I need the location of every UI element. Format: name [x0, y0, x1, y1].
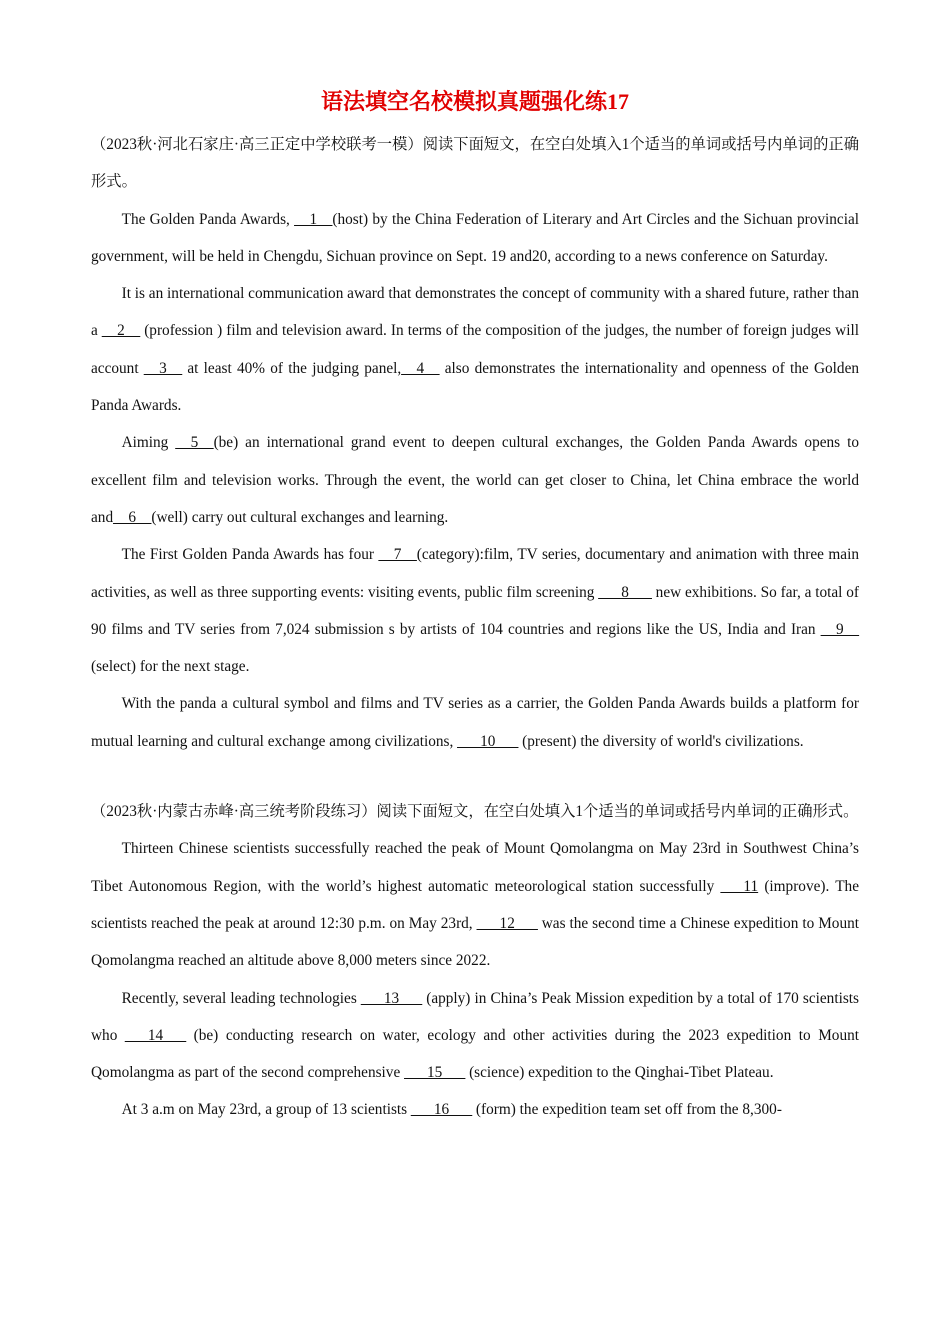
passage1-paragraph: [91, 275, 859, 424]
blank-16: ___16___: [410, 1101, 473, 1119]
blank-11: ___11: [720, 877, 759, 895]
text: The Golden Panda Awards,: [121, 210, 295, 228]
text: (be) conducting research on water, ecology and other activities during the 2023 expedition to Mount Qomolangma as part of the second comprehensive: [91, 1026, 860, 1082]
blank-13: ___13___: [360, 989, 423, 1007]
passage1-paragraph: [91, 685, 859, 760]
text: was the second time a Chinese expedition to Mount Qomolangma reached an altitude above 8,000 meters since 2022.: [91, 914, 859, 970]
text: (apply) in China’s Peak Mission expedition by a total of 170 scientists who: [91, 989, 859, 1044]
blank-1: __1__: [294, 210, 333, 228]
passage2-paragraph: [91, 1091, 859, 1128]
text: also demonstrates the internationality and openness of the Golden Panda Awards.: [91, 359, 860, 415]
text: (present) the diversity of world's civilizations.: [518, 732, 804, 750]
text: The First Golden Panda Awards has four: [121, 546, 379, 564]
text: at least 40% of the judging panel,: [182, 359, 402, 377]
text: (be) an international grand event to deepen cultural exchanges, the Golden Panda Awards opens to excellent film and television works. Through the event, the world can get closer to China, let China embrace the world and: [91, 434, 859, 526]
section-spacer: [91, 760, 859, 793]
blank-3: __3__: [143, 359, 183, 377]
text: (science) expedition to the Qinghai-Tibet Plateau.: [465, 1064, 774, 1082]
text: (well) carry out cultural exchanges and learning.: [151, 508, 449, 526]
text: Aiming: [121, 434, 176, 452]
blank-8: ___8___: [598, 583, 652, 601]
text: (profession ) film and television award. In terms of the composition of the judges, the number of foreign judges will account: [91, 322, 859, 377]
text: With the panda a cultural symbol and films and TV series as a carrier, the Golden Panda Awards builds a platform for mutual learning and cultural exchange among civilizations,: [91, 695, 859, 750]
blank-6: __6__: [113, 508, 152, 526]
text: (category):film, TV series, documentary and animation with three main activities, as well as three supporting events: visiting events, public film screening: [91, 546, 859, 601]
text: At 3 a.m on May 23rd, a group of 13 scientists: [121, 1101, 411, 1119]
text: (improve). The scientists reached the peak at around 12:30 p.m. on May 23rd,: [91, 877, 859, 932]
blank-5: __5__: [175, 434, 214, 452]
passage1-paragraph: [91, 536, 859, 685]
passage1-paragraph: [91, 424, 859, 536]
blank-4: __4__: [401, 359, 440, 377]
blank-14: ___14___: [124, 1026, 187, 1044]
blank-7: __7__: [378, 546, 417, 564]
text: new exhibitions. So far, a total of 90 films and TV series from 7,024 submission s by artists of 104 countries and regions like the US, India and Iran: [91, 583, 860, 638]
passage2-source: （2023秋·内蒙古赤峰·高三统考阶段练习）阅读下面短文，在空白处填入1个适当的单词或括号内单词的正确形式。: [91, 803, 859, 821]
passage2-paragraph: [91, 830, 859, 979]
text: It is an international communication award that demonstrates the concept of community with a shared future, rather than a: [91, 285, 860, 340]
passage1-source: （2023秋·河北石家庄·高三正定中学校联考一模）阅读下面短文，在空白处填入1个适当的单词或括号内单词的正确形式。: [91, 136, 859, 191]
blank-9: __9__: [820, 620, 859, 638]
text: (host) by the China Federation of Literary and Art Circles and the Sichuan provincial government, will be held in Chengdu, Sichuan province on Sept. 19 and20, according to a news conference on Saturday.: [91, 210, 859, 265]
blank-12: ___12___: [476, 914, 538, 932]
passage1-paragraph: [91, 201, 859, 276]
blank-15: ___15___: [404, 1064, 466, 1082]
text: (select) for the next stage.: [91, 658, 250, 676]
page-title: 语法填空名校模拟真题强化练17: [320, 89, 629, 114]
text: (form) the expedition team set off from the 8,300-: [472, 1101, 782, 1119]
blank-2: __2__: [101, 322, 141, 340]
passage2-paragraph: [91, 980, 859, 1092]
blank-10: ___10___: [457, 732, 519, 750]
text: Recently, several leading technologies: [121, 989, 361, 1007]
text: Thirteen Chinese scientists successfully reached the peak of Mount Qomolangma on May 23rd in Southwest China’s Tibet Autonomous Region, with the world’s highest automatic meteorological station successfully: [91, 840, 859, 895]
